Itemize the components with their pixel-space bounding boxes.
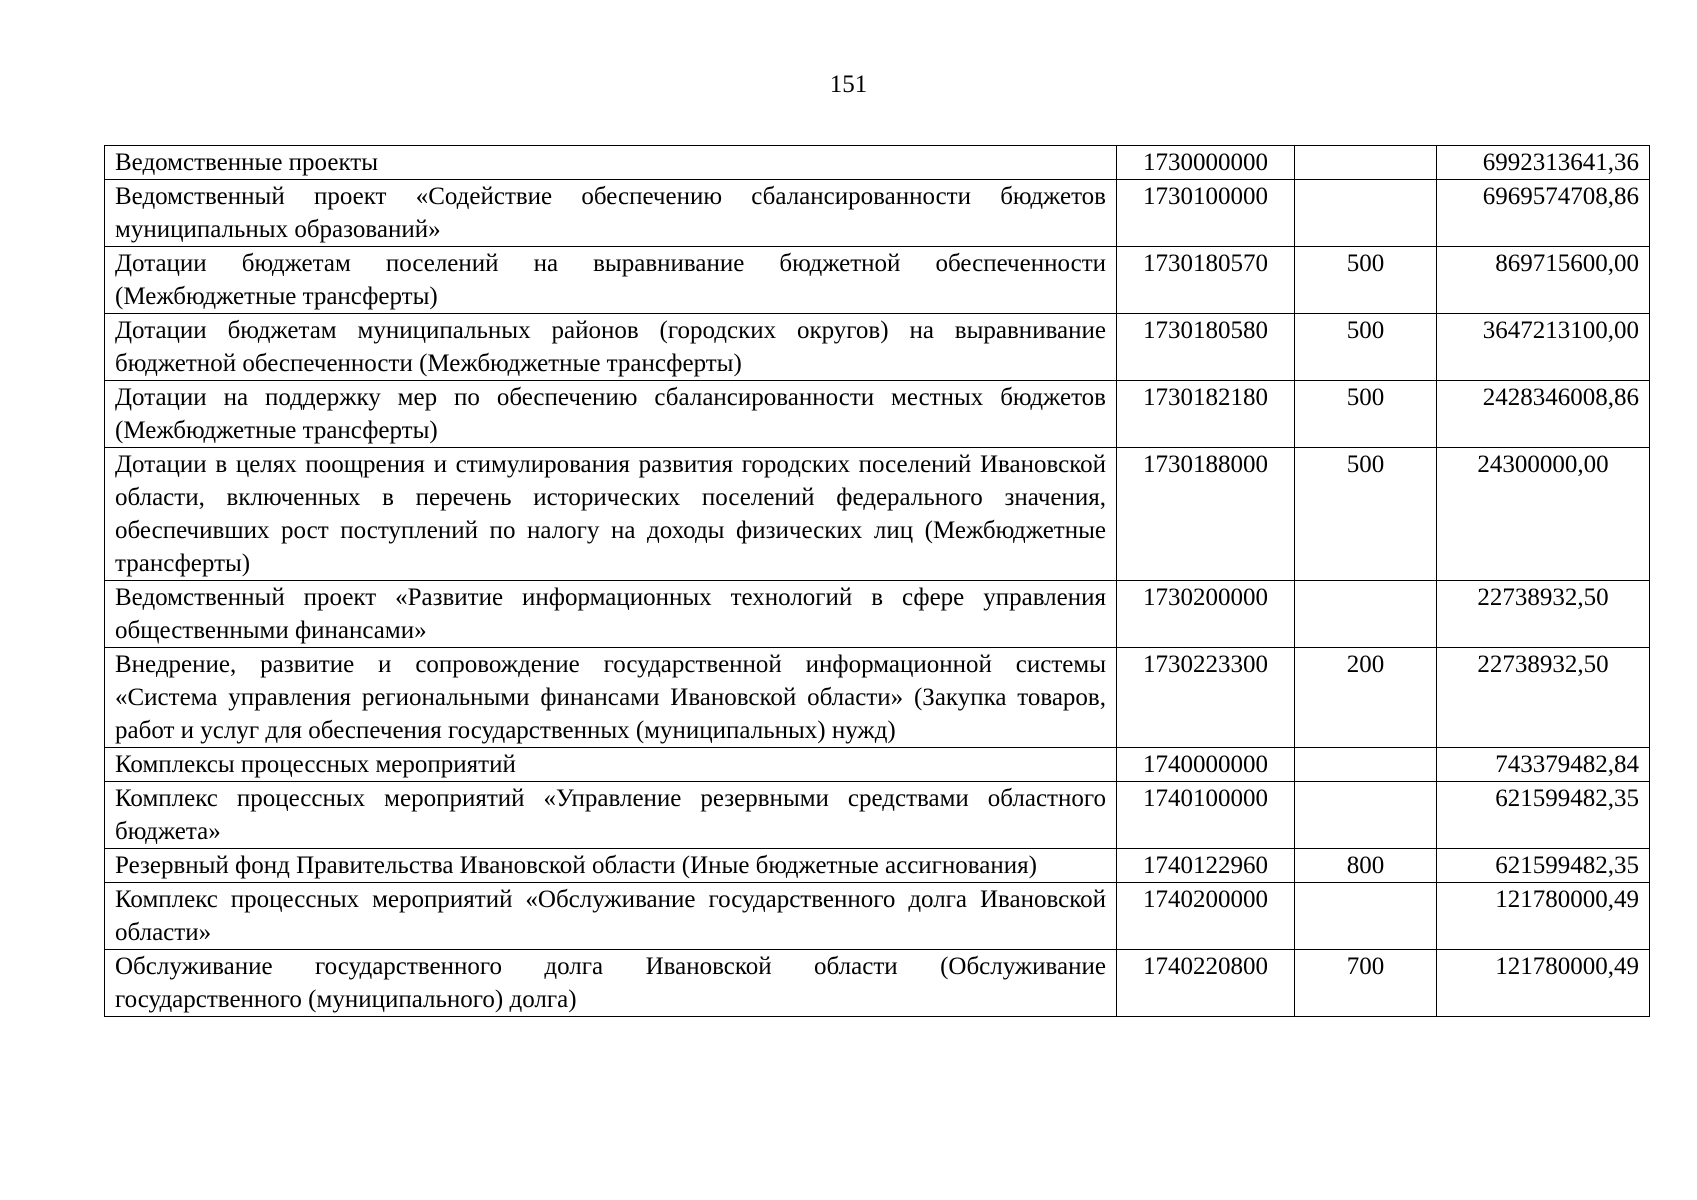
row-code: 1740100000 — [1117, 782, 1295, 849]
row-expense-type: 700 — [1295, 950, 1437, 1017]
row-expense-type: 500 — [1295, 314, 1437, 381]
row-expense-type — [1295, 748, 1437, 782]
row-name: Дотации бюджетам поселений на выравнивание бюджетной обеспеченности (Межбюджетные трансферты) — [105, 247, 1117, 314]
row-amount: 121780000,49 — [1437, 883, 1650, 950]
row-amount: 2428346008,86 — [1437, 381, 1650, 448]
table-row — [105, 849, 1650, 883]
row-code: 1730180570 — [1117, 247, 1295, 314]
row-amount: 6992313641,36 — [1437, 146, 1650, 180]
row-name: Комплекс процессных мероприятий «Обслуживание государственного долга Ивановской области» — [105, 883, 1117, 950]
row-name: Ведомственный проект «Содействие обеспечению сбалансированности бюджетов муниципальных образований» — [105, 180, 1117, 247]
row-expense-type: 800 — [1295, 849, 1437, 883]
row-code: 1740220800 — [1117, 950, 1295, 1017]
table-row — [105, 180, 1650, 247]
row-amount: 869715600,00 — [1437, 247, 1650, 314]
table-row — [105, 448, 1650, 581]
row-expense-type: 200 — [1295, 648, 1437, 748]
row-code: 1730000000 — [1117, 146, 1295, 180]
row-name: Внедрение, развитие и сопровождение государственной информационной системы «Система управления региональными финансами Ивановской области» (Закупка товаров, работ и услуг для обеспечения государственных (муниципальных) нужд) — [105, 648, 1117, 748]
row-code: 1730200000 — [1117, 581, 1295, 648]
table-row — [105, 648, 1650, 748]
row-amount: 22738932,50 — [1437, 648, 1650, 748]
row-name: Комплекс процессных мероприятий «Управление резервными средствами областного бюджета» — [105, 782, 1117, 849]
row-code: 1730223300 — [1117, 648, 1295, 748]
row-code: 1730182180 — [1117, 381, 1295, 448]
row-amount: 621599482,35 — [1437, 849, 1650, 883]
row-expense-type — [1295, 146, 1437, 180]
row-code: 1740000000 — [1117, 748, 1295, 782]
row-amount: 121780000,49 — [1437, 950, 1650, 1017]
row-expense-type: 500 — [1295, 247, 1437, 314]
row-amount: 22738932,50 — [1437, 581, 1650, 648]
table-row — [105, 146, 1650, 180]
row-name: Ведомственные проекты — [105, 146, 1117, 180]
row-code: 1740200000 — [1117, 883, 1295, 950]
row-amount: 6969574708,86 — [1437, 180, 1650, 247]
row-name: Дотации в целях поощрения и стимулирования развития городских поселений Ивановской области, включенных в перечень исторических поселений федерального значения, обеспечивших рост поступлений по налогу на доходы физических лиц (Межбюджетные трансферты) — [105, 448, 1117, 581]
row-amount: 621599482,35 — [1437, 782, 1650, 849]
row-code: 1730180580 — [1117, 314, 1295, 381]
page-number: 151 — [829, 71, 868, 98]
table-row — [105, 883, 1650, 950]
row-name: Ведомственный проект «Развитие информационных технологий в сфере управления общественными финансами» — [105, 581, 1117, 648]
table-row — [105, 581, 1650, 648]
row-expense-type: 500 — [1295, 448, 1437, 581]
row-amount: 24300000,00 — [1437, 448, 1650, 581]
row-name: Комплексы процессных мероприятий — [105, 748, 1117, 782]
table-row — [105, 748, 1650, 782]
table-row — [105, 247, 1650, 314]
budget-table — [104, 145, 1650, 1017]
row-amount: 3647213100,00 — [1437, 314, 1650, 381]
row-expense-type — [1295, 581, 1437, 648]
row-code: 1730100000 — [1117, 180, 1295, 247]
row-expense-type — [1295, 782, 1437, 849]
row-expense-type: 500 — [1295, 381, 1437, 448]
row-code: 1730188000 — [1117, 448, 1295, 581]
row-name: Дотации бюджетам муниципальных районов (городских округов) на выравнивание бюджетной обеспеченности (Межбюджетные трансферты) — [105, 314, 1117, 381]
table-row — [105, 950, 1650, 1017]
row-name: Резервный фонд Правительства Ивановской области (Иные бюджетные ассигнования) — [105, 849, 1117, 883]
table-row — [105, 381, 1650, 448]
table-row — [105, 314, 1650, 381]
row-code: 1740122960 — [1117, 849, 1295, 883]
table-row — [105, 782, 1650, 849]
row-name: Обслуживание государственного долга Ивановской области (Обслуживание государственного (муниципального) долга) — [105, 950, 1117, 1017]
row-expense-type — [1295, 883, 1437, 950]
row-expense-type — [1295, 180, 1437, 247]
row-amount: 743379482,84 — [1437, 748, 1650, 782]
row-name: Дотации на поддержку мер по обеспечению сбалансированности местных бюджетов (Межбюджетные трансферты) — [105, 381, 1117, 448]
